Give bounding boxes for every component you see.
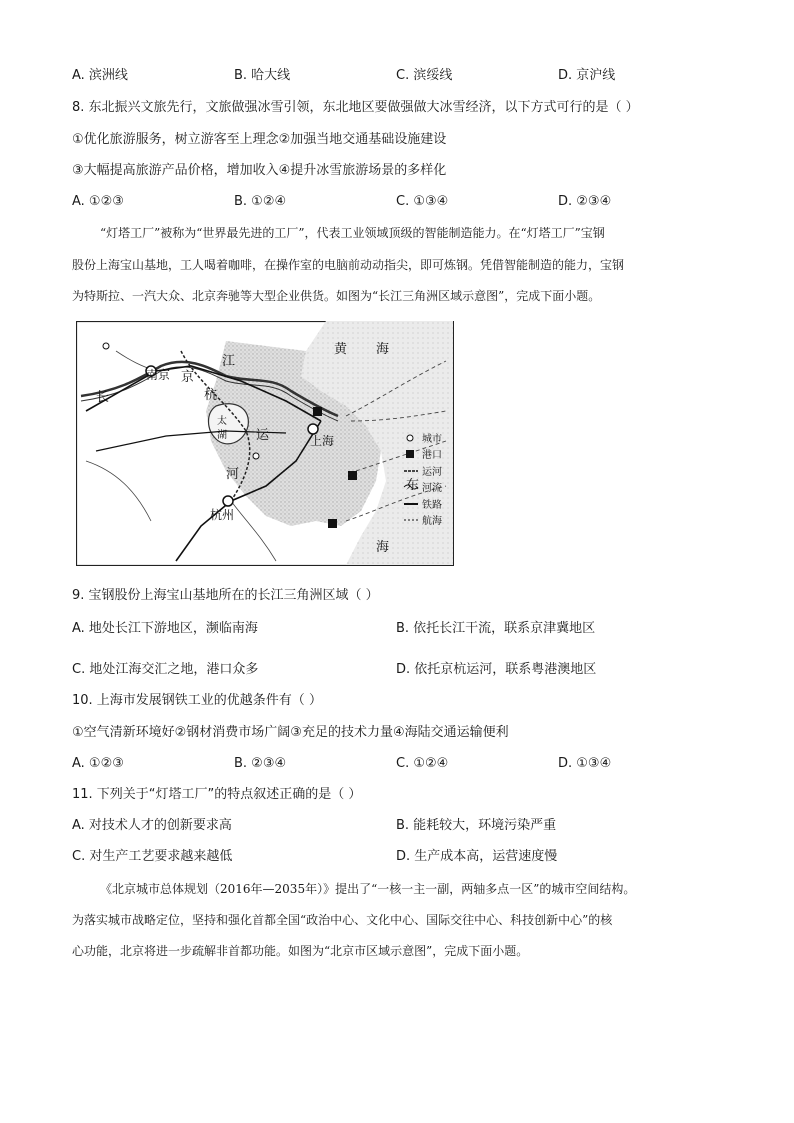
map-label-sea: 海 — [376, 342, 390, 357]
q11-option-c[interactable]: C. 对生产工艺要求越来越低 — [72, 849, 233, 864]
map-label-jing: 京 — [181, 370, 195, 385]
map-svg — [76, 321, 454, 566]
q9-option-d[interactable]: D. 依托京杭运河，联系粤港澳地区 — [396, 662, 597, 677]
q8-option-a[interactable]: A. ①②③ — [72, 194, 124, 209]
passage2-line3: 心功能，北京将进一步疏解非首都功能。如图为“北京市区域示意图”，完成下面小题。 — [72, 944, 529, 958]
q7-option-c[interactable]: C. 滨绥线 — [396, 68, 453, 83]
legend-port: 港口 — [422, 450, 442, 461]
map-label-nanjing: 南京 — [146, 368, 171, 382]
passage1-line3: 为特斯拉、一汽大众、北京奔驰等大型企业供货。如图为“长江三角洲区域示意图”，完成下面小题。 — [72, 289, 601, 303]
map-label-yun: 运 — [256, 428, 270, 443]
city-shanghai-marker — [308, 424, 318, 434]
q8-items-line1: ①优化旅游服务，树立游客至上理念②加强当地交通基础设施建设 — [72, 132, 447, 147]
q9-option-b[interactable]: B. 依托长江干流，联系京津冀地区 — [396, 621, 596, 636]
q11-option-a[interactable]: A. 对技术人才的创新要求高 — [72, 818, 232, 833]
passage2-line2: 为落实城市战略定位，坚持和强化首都全国“政治中心、文化中心、国际交往中心、科技创新中心”的核 — [72, 913, 613, 927]
q9-stem: 9. 宝钢股份上海宝山基地所在的长江三角洲区域（ ） — [72, 588, 379, 603]
q11-stem: 11. 下列关于“灯塔工厂”的特点叙述正确的是（ ） — [72, 787, 362, 802]
map-label-hangzhou: 杭州 — [210, 508, 235, 522]
q8-option-d[interactable]: D. ②③④ — [558, 194, 612, 209]
q8-stem: 8. 东北振兴文旅先行，文旅做强冰雪引领，东北地区要做强做大冰雪经济，以下方式可行的是（ ） — [72, 100, 639, 115]
map-label-jiang: 江 — [222, 354, 236, 369]
q7-option-d[interactable]: D. 京沪线 — [558, 68, 616, 83]
passage1-line1: “灯塔工厂”被称为“世界最先进的工厂”，代表工业领域顶级的智能制造能力。在“灯塔工厂”宝钢 — [100, 226, 605, 240]
q10-option-a[interactable]: A. ①②③ — [72, 756, 124, 771]
port-icon — [328, 519, 337, 528]
legend-railway: 铁路 — [422, 500, 442, 511]
q10-option-c[interactable]: C. ①②④ — [396, 756, 449, 771]
q10-option-b[interactable]: B. ②③④ — [234, 756, 287, 771]
q11-option-b[interactable]: B. 能耗较大，环境污染严重 — [396, 818, 557, 833]
q8-items-line2: ③大幅提高旅游产品价格，增加收入④提升冰雪旅游场景的多样化 — [72, 163, 447, 178]
map-label-sea2: 海 — [376, 540, 390, 555]
yangtze-delta-map — [76, 321, 454, 566]
map-label-hu: 湖 — [217, 430, 227, 441]
map-label-yellow: 黄 — [334, 342, 348, 357]
q8-option-b[interactable]: B. ①②④ — [234, 194, 287, 209]
map-label-east: 东 — [406, 478, 420, 493]
passage2-line1: 《北京城市总体规划（2016年—2035年）》提出了“一核一主一副，两轴多点一区”的城市空间结构。 — [100, 882, 636, 896]
q11-option-d[interactable]: D. 生产成本高，运营速度慢 — [396, 849, 558, 864]
map-label-hang: 杭 — [204, 388, 218, 403]
city-hangzhou-marker — [223, 496, 233, 506]
map-label-tai: 太 — [217, 416, 227, 427]
q10-stem: 10. 上海市发展钢铁工业的优越条件有（ ） — [72, 693, 322, 708]
q7-option-a[interactable]: A. 滨洲线 — [72, 68, 128, 83]
map-label-he: 河 — [226, 467, 240, 482]
map-label-chang: 长 — [96, 390, 110, 405]
q10-option-d[interactable]: D. ①③④ — [558, 756, 612, 771]
port-icon — [313, 407, 322, 416]
passage1-line2: 股份上海宝山基地，工人喝着咖啡，在操作室的电脑前动动指尖，即可炼钢。凭借智能制造的能力，宝钢 — [72, 258, 625, 272]
q9-option-a[interactable]: A. 地处长江下游地区，濒临南海 — [72, 621, 258, 636]
q8-option-c[interactable]: C. ①③④ — [396, 194, 449, 209]
city-small-marker — [253, 453, 259, 459]
legend-river: 河流 — [422, 483, 442, 494]
legend-canal: 运河 — [422, 467, 442, 478]
legend-city: 城市 — [422, 434, 442, 445]
map-label-shanghai: 上海 — [310, 434, 335, 448]
legend-sea-route: 航海 — [422, 516, 442, 527]
city-small-marker — [103, 343, 109, 349]
q10-items: ①空气清新环境好②钢材消费市场广阔③充足的技术力量④海陆交通运输便利 — [72, 725, 509, 740]
port-icon — [348, 471, 357, 480]
q9-option-c[interactable]: C. 地处江海交汇之地，港口众多 — [72, 662, 259, 677]
q7-option-b[interactable]: B. 哈大线 — [234, 68, 291, 83]
